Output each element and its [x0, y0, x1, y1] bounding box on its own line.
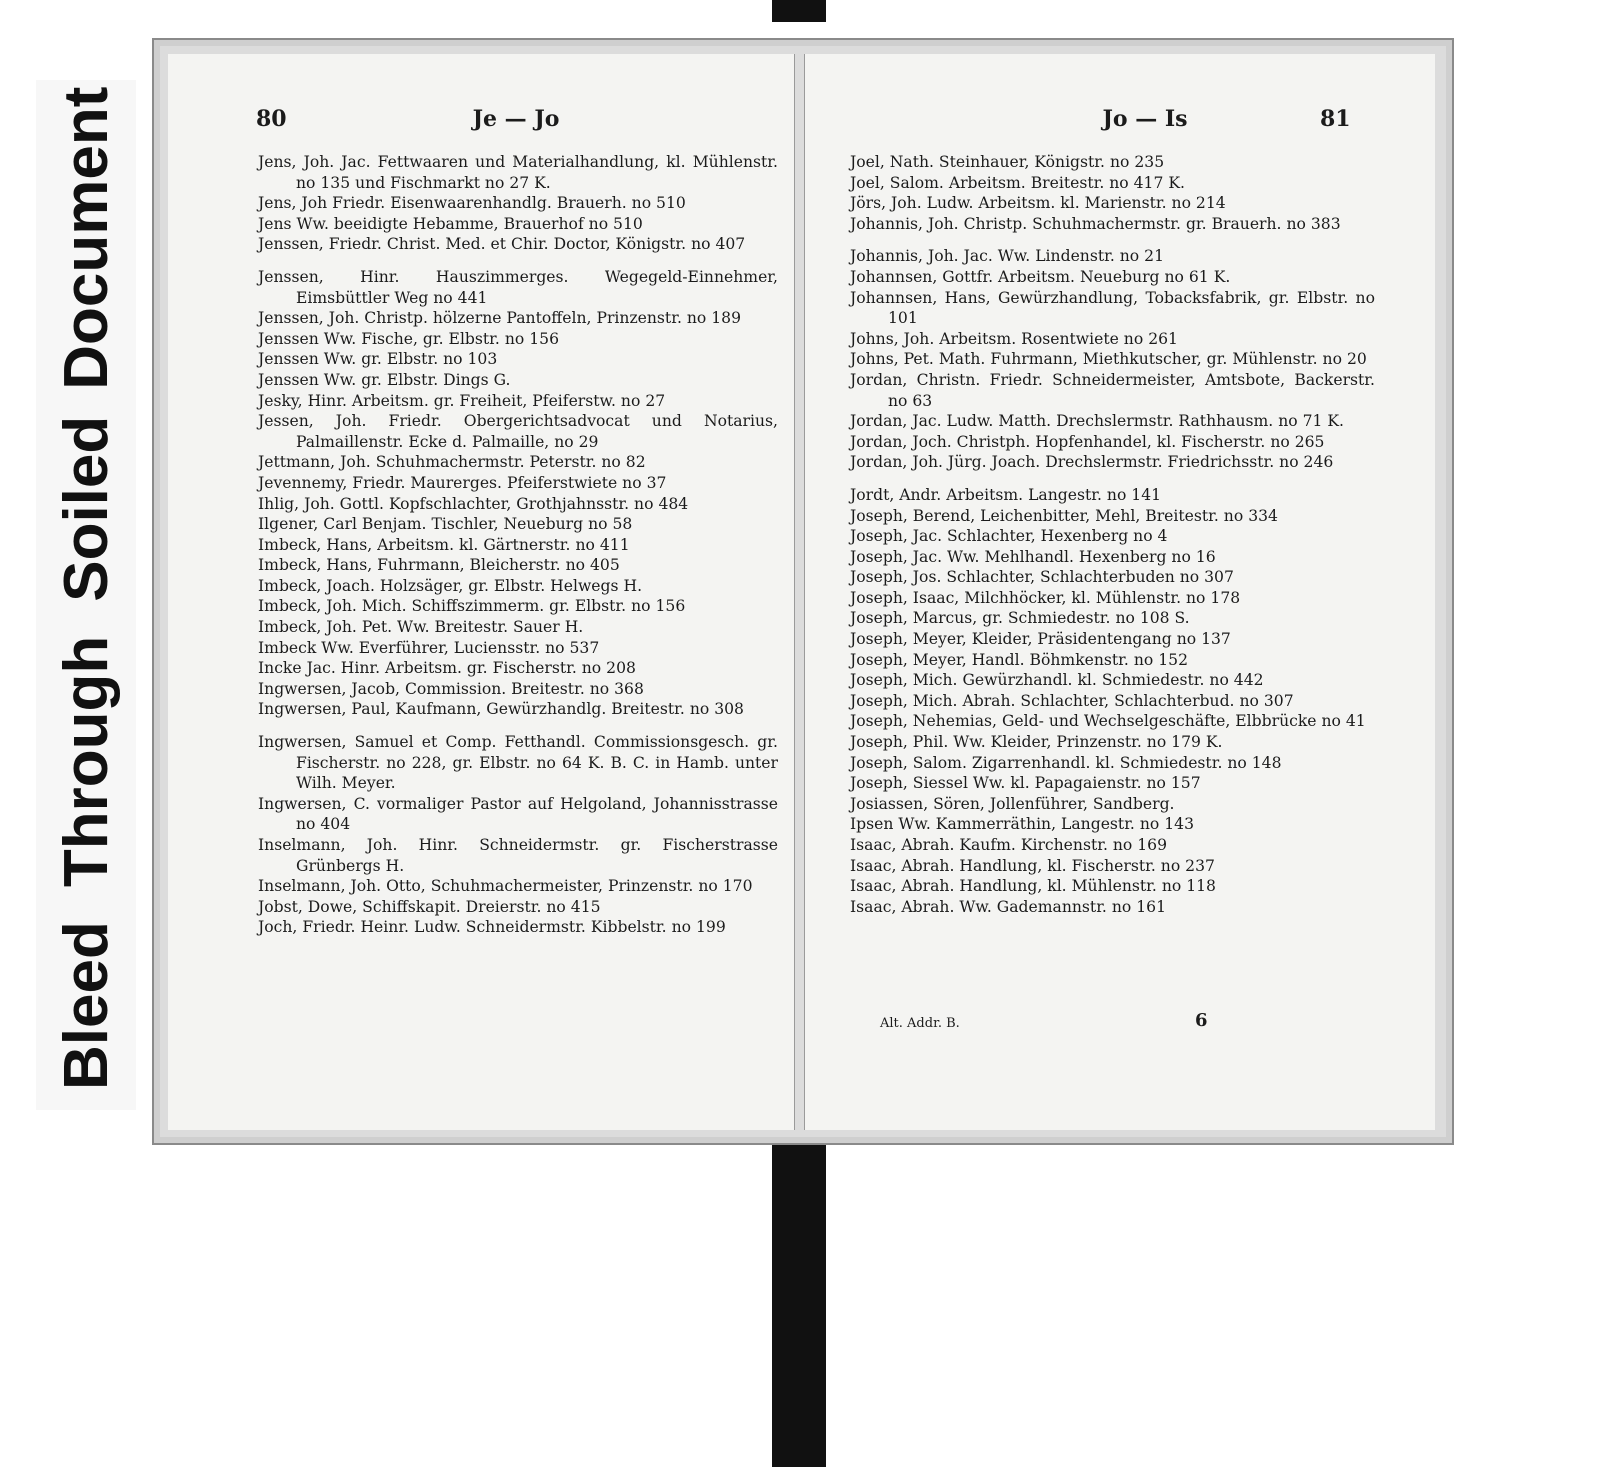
running-head-left: Je — Jo — [472, 106, 560, 132]
directory-entry: Johannsen, Gottfr. Arbeitsm. Neueburg no 61 K. — [850, 267, 1231, 286]
directory-entry: Inselmann, Joh. Hinr. Schneidermstr. gr. Fischerstrasse Grünbergs H. — [258, 836, 778, 875]
directory-entry: Jevennemy, Friedr. Maurerges. Pfeiferstwiete no 37 — [258, 473, 667, 492]
directory-entry: Jordan, Christn. Friedr. Schneidermeister, Amtsbote, Backerstr. no 63 — [850, 370, 1375, 410]
directory-entry: Imbeck Ww. Everführer, Luciensstr. no 537 — [258, 638, 600, 657]
directory-entry: Joseph, Jos. Schlachter, Schlachterbuden no 307 — [850, 568, 1234, 587]
directory-entry: Inselmann, Joh. Otto, Schuhmachermeister, Prinzenstr. no 170 — [258, 877, 753, 896]
open-book — [152, 38, 1454, 1145]
directory-entry: Joseph, Jac. Ww. Mehlhandl. Hexenberg no 16 — [850, 547, 1216, 566]
directory-entry: Joseph, Meyer, Kleider, Präsidentengang no 137 — [850, 630, 1231, 649]
directory-entry: Isaac, Abrah. Handlung, kl. Fischerstr. no 237 — [850, 856, 1215, 875]
label-word-bleed: Bleed — [51, 921, 121, 1090]
directory-entry: Joseph, Salom. Zigarrenhandl. kl. Schmiedestr. no 148 — [850, 753, 1282, 772]
directory-entry: Ilgener, Carl Benjam. Tischler, Neueburg no 58 — [258, 515, 633, 534]
directory-entry: Jens, Joh Friedr. Eisenwaarenhandlg. Brauerh. no 510 — [258, 194, 686, 213]
label-word-through: Through — [51, 635, 121, 888]
directory-entry: Joseph, Meyer, Handl. Böhmkenstr. no 152 — [850, 650, 1188, 669]
directory-entry: Jenssen Ww. Fische, gr. Elbstr. no 156 — [258, 329, 559, 348]
directory-entry: Jordan, Joch. Christph. Hopfenhandel, kl. Fischerstr. no 265 — [850, 432, 1325, 451]
directory-entry: Ingwersen, Paul, Kaufmann, Gewürzhandlg. Breitestr. no 308 — [258, 700, 744, 719]
binding-strip-top — [772, 0, 826, 22]
directory-entry: Joch, Friedr. Heinr. Ludw. Schneidermstr. Kibbelstr. no 199 — [258, 918, 726, 937]
directory-entry: Johns, Joh. Arbeitsm. Rosentwiete no 261 — [850, 329, 1178, 348]
directory-entry: Jens, Joh. Jac. Fettwaaren und Materialhandlung, kl. Mühlenstr. no 135 und Fischmarkt no 27 K. — [258, 153, 778, 192]
directory-entry: Imbeck, Hans, Arbeitsm. kl. Gärtnerstr. no 411 — [258, 535, 630, 554]
directory-entry: Jobst, Dowe, Schiffskapit. Dreierstr. no 415 — [258, 897, 601, 916]
directory-entry: Jettmann, Joh. Schuhmachermstr. Peterstr. no 82 — [258, 453, 646, 472]
signature-mark: Alt. Addr. B. — [880, 1016, 960, 1031]
directory-entry: Jens Ww. beeidigte Hebamme, Brauerhof no 510 — [258, 214, 643, 233]
label-word-soiled: Soiled — [51, 415, 121, 602]
directory-entry: Jordan, Joh. Jürg. Joach. Drechslermstr. Friedrichsstr. no 246 — [850, 453, 1334, 472]
label-word-document: Document — [51, 86, 121, 390]
directory-entry: Joseph, Nehemias, Geld- und Wechselgeschäfte, Elbbrücke no 41 — [850, 712, 1366, 731]
directory-entry: Joel, Nath. Steinhauer, Königstr. no 235 — [850, 153, 1165, 171]
directory-entry: Joseph, Berend, Leichenbitter, Mehl, Breitestr. no 334 — [850, 506, 1278, 525]
directory-entry: Jordt, Andr. Arbeitsm. Langestr. no 141 — [850, 485, 1162, 504]
directory-entry: Ipsen Ww. Kammerräthin, Langestr. no 143 — [850, 815, 1194, 834]
directory-entry: Johannis, Joh. Christp. Schuhmachermstr. gr. Brauerh. no 383 — [850, 214, 1341, 233]
directory-entry: Ingwersen, Samuel et Comp. Fetthandl. Commissionsgesch. gr. Fischerstr. no 228, gr. Elbstr. no 64 K. B. C. in Hamb. unter Wilh. Meyer. — [258, 733, 778, 793]
signature-number: 6 — [1195, 1010, 1208, 1031]
directory-entry: Johannis, Joh. Jac. Ww. Lindenstr. no 21 — [850, 247, 1164, 266]
right-page — [804, 54, 1435, 1130]
directory-entry: Jörs, Joh. Ludw. Arbeitsm. kl. Marienstr. no 214 — [850, 194, 1226, 213]
directory-entry: Incke Jac. Hinr. Arbeitsm. gr. Fischerstr. no 208 — [258, 659, 636, 678]
directory-entries-left — [258, 152, 778, 938]
directory-entry: Josiassen, Sören, Jollenführer, Sandberg. — [850, 794, 1175, 813]
binding-strip-bottom — [772, 1138, 826, 1467]
directory-entry: Ingwersen, C. vormaliger Pastor auf Helgoland, Johannisstrasse no 404 — [258, 794, 778, 834]
directory-entry: Jesky, Hinr. Arbeitsm. gr. Freiheit, Pfeiferstw. no 27 — [258, 391, 666, 410]
directory-entry: Imbeck, Joh. Pet. Ww. Breitestr. Sauer H. — [258, 618, 584, 637]
directory-entry: Joseph, Phil. Ww. Kleider, Prinzenstr. no 179 K. — [850, 733, 1223, 752]
directory-entry: Joseph, Marcus, gr. Schmiedestr. no 108 S. — [850, 609, 1190, 628]
directory-entry: Joseph, Isaac, Milchhöcker, kl. Mühlenstr. no 178 — [850, 588, 1241, 607]
directory-entry: Isaac, Abrah. Kaufm. Kirchenstr. no 169 — [850, 836, 1168, 854]
left-page — [168, 54, 795, 1130]
page-number-left: 80 — [256, 106, 287, 132]
directory-entry: Imbeck, Joh. Mich. Schiffszimmerm. gr. Elbstr. no 156 — [258, 597, 686, 616]
directory-entry: Jenssen, Hinr. Hauszimmerges. Wegegeld-Einnehmer, Eimsbüttler Weg no 441 — [258, 267, 778, 307]
directory-entry: Imbeck, Joach. Holzsäger, gr. Elbstr. Helwegs H. — [258, 576, 643, 595]
directory-entry: Joel, Salom. Arbeitsm. Breitestr. no 417 K. — [850, 173, 1185, 192]
directory-entry: Imbeck, Hans, Fuhrmann, Bleicherstr. no 405 — [258, 556, 620, 575]
directory-entry: Ihlig, Joh. Gottl. Kopfschlachter, Grothjahnsstr. no 484 — [258, 494, 689, 513]
directory-entries-right — [850, 152, 1375, 917]
directory-entry: Jordan, Jac. Ludw. Matth. Drechslermstr. Rathhausm. no 71 K. — [850, 412, 1344, 431]
directory-entry: Joseph, Mich. Abrah. Schlachter, Schlachterbud. no 307 — [850, 691, 1294, 710]
directory-entry: Johns, Pet. Math. Fuhrmann, Miethkutscher, gr. Mühlenstr. no 20 — [850, 350, 1367, 369]
directory-entry: Joseph, Siessel Ww. kl. Papagaienstr. no 157 — [850, 774, 1201, 793]
page-number-right: 81 — [1320, 106, 1351, 132]
directory-entry: Johannsen, Hans, Gewürzhandlung, Tobacksfabrik, gr. Elbstr. no 101 — [850, 288, 1375, 328]
condition-label-text — [36, 86, 136, 1090]
condition-label — [36, 80, 136, 1110]
directory-entry: Joseph, Jac. Schlachter, Hexenberg no 4 — [850, 527, 1168, 546]
directory-entry: Isaac, Abrah. Ww. Gademannstr. no 161 — [850, 897, 1167, 916]
directory-entry: Isaac, Abrah. Handlung, kl. Mühlenstr. no 118 — [850, 877, 1216, 896]
directory-entry: Jenssen Ww. gr. Elbstr. Dings G. — [258, 370, 511, 389]
directory-entry: Ingwersen, Jacob, Commission. Breitestr. no 368 — [258, 679, 644, 698]
directory-entry: Jenssen, Joh. Christp. hölzerne Pantoffeln, Prinzenstr. no 189 — [258, 309, 742, 328]
directory-entry: Joseph, Mich. Gewürzhandl. kl. Schmiedestr. no 442 — [850, 671, 1264, 690]
directory-entry: Jenssen Ww. gr. Elbstr. no 103 — [258, 350, 498, 369]
directory-entry: Jessen, Joh. Friedr. Obergerichtsadvocat und Notarius, Palmaillenstr. Ecke d. Palmaille, no 29 — [258, 412, 778, 451]
directory-entry: Jenssen, Friedr. Christ. Med. et Chir. Doctor, Königstr. no 407 — [258, 235, 746, 254]
running-head-right: Jo — Is — [1102, 106, 1188, 132]
